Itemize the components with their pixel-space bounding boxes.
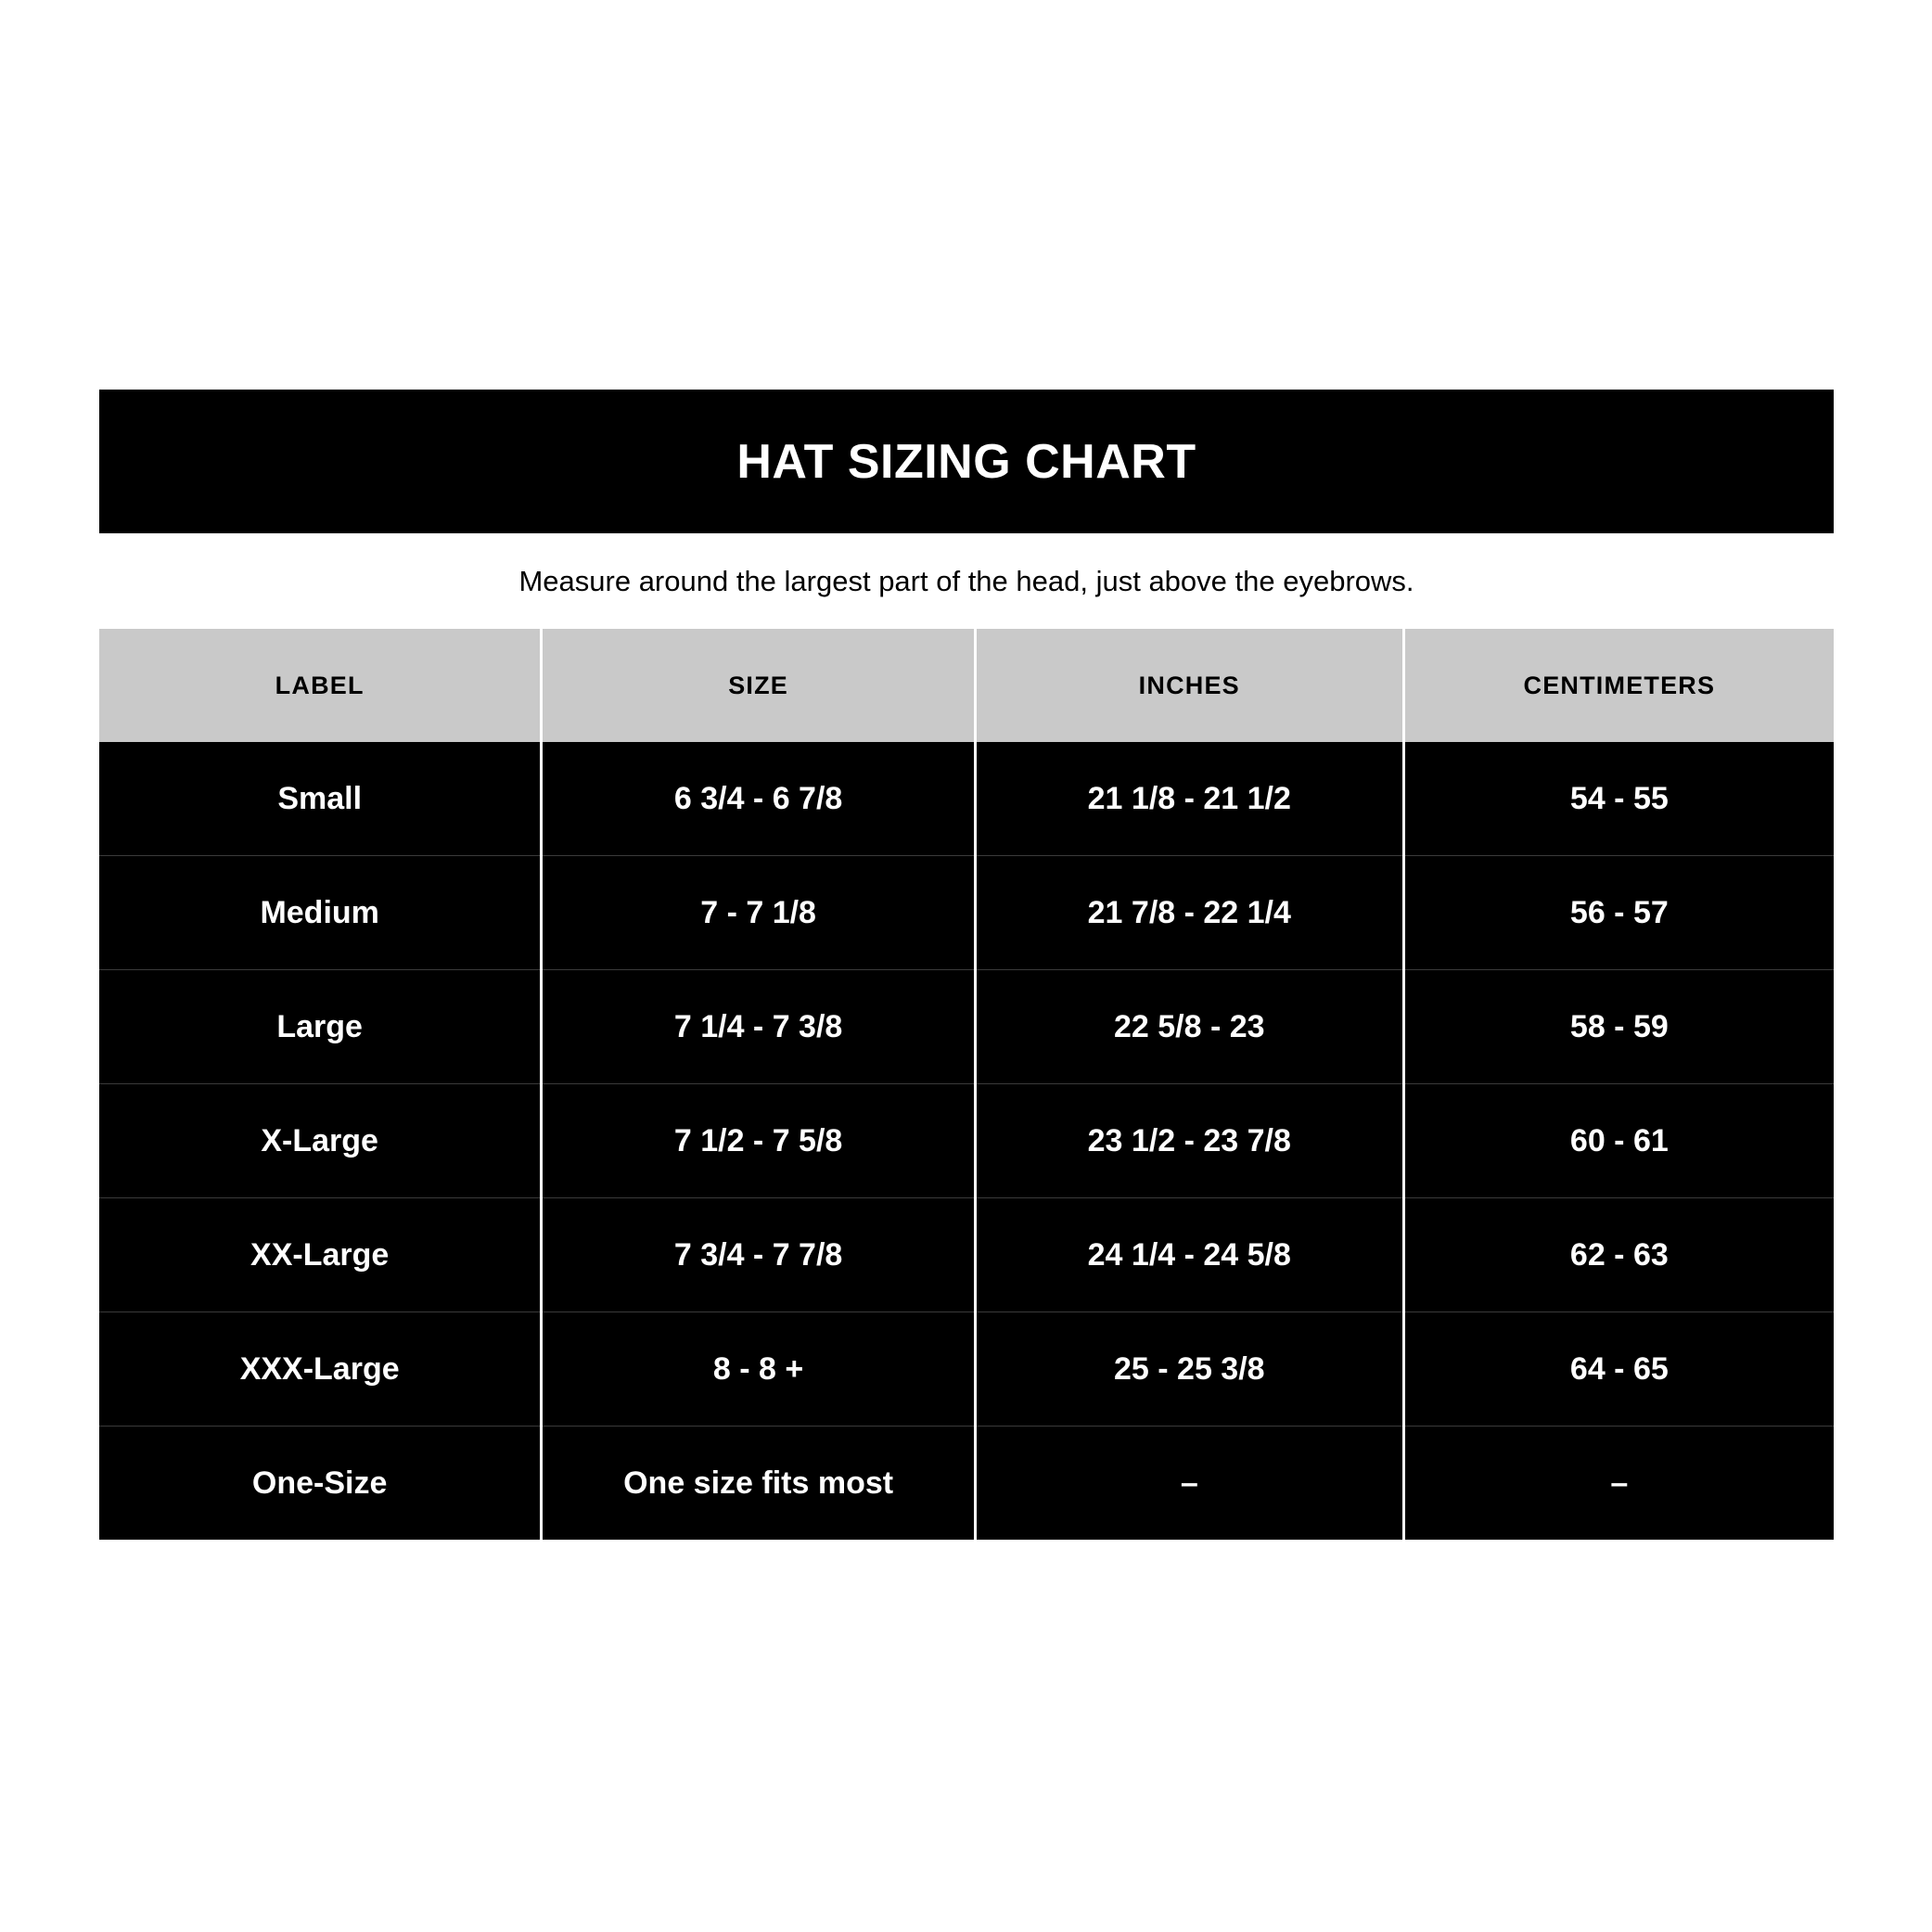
column-header-size: SIZE bbox=[542, 629, 976, 742]
table-row bbox=[99, 1312, 1834, 1427]
cell-size: 7 1/4 - 7 3/8 bbox=[542, 970, 976, 1084]
cell-centimeters: 64 - 65 bbox=[1403, 1312, 1834, 1427]
cell-size: 6 3/4 - 6 7/8 bbox=[542, 742, 976, 856]
cell-inches: 21 7/8 - 22 1/4 bbox=[975, 856, 1403, 970]
chart-title-bar bbox=[99, 390, 1834, 533]
cell-centimeters: 62 - 63 bbox=[1403, 1198, 1834, 1312]
cell-label: XX-Large bbox=[99, 1198, 542, 1312]
cell-size: 7 3/4 - 7 7/8 bbox=[542, 1198, 976, 1312]
table-row bbox=[99, 856, 1834, 970]
cell-label: Large bbox=[99, 970, 542, 1084]
cell-label: Small bbox=[99, 742, 542, 856]
cell-centimeters: 54 - 55 bbox=[1403, 742, 1834, 856]
cell-centimeters: – bbox=[1403, 1427, 1834, 1541]
cell-inches: 23 1/2 - 23 7/8 bbox=[975, 1084, 1403, 1198]
chart-subtitle: Measure around the largest part of the head, just above the eyebrows. bbox=[518, 564, 1414, 597]
cell-size: 7 - 7 1/8 bbox=[542, 856, 976, 970]
cell-centimeters: 56 - 57 bbox=[1403, 856, 1834, 970]
table-row bbox=[99, 1198, 1834, 1312]
cell-label: XXX-Large bbox=[99, 1312, 542, 1427]
cell-inches: 24 1/4 - 24 5/8 bbox=[975, 1198, 1403, 1312]
table-body bbox=[99, 742, 1834, 1540]
cell-size: 8 - 8 + bbox=[542, 1312, 976, 1427]
sizing-table bbox=[99, 629, 1834, 1540]
column-header-centimeters: CENTIMETERS bbox=[1403, 629, 1834, 742]
table-row bbox=[99, 970, 1834, 1084]
table-row bbox=[99, 1084, 1834, 1198]
page-title: HAT SIZING CHART bbox=[736, 434, 1196, 489]
hat-sizing-chart bbox=[99, 390, 1834, 1540]
cell-label: X-Large bbox=[99, 1084, 542, 1198]
cell-label: One-Size bbox=[99, 1427, 542, 1541]
table-header bbox=[99, 629, 1834, 742]
cell-size: One size fits most bbox=[542, 1427, 976, 1541]
cell-inches: 21 1/8 - 21 1/2 bbox=[975, 742, 1403, 856]
chart-subtitle-bar bbox=[99, 533, 1834, 629]
table-row bbox=[99, 742, 1834, 856]
cell-centimeters: 60 - 61 bbox=[1403, 1084, 1834, 1198]
cell-inches: 25 - 25 3/8 bbox=[975, 1312, 1403, 1427]
cell-centimeters: 58 - 59 bbox=[1403, 970, 1834, 1084]
column-header-inches: INCHES bbox=[975, 629, 1403, 742]
cell-label: Medium bbox=[99, 856, 542, 970]
table-row bbox=[99, 1427, 1834, 1541]
cell-inches: 22 5/8 - 23 bbox=[975, 970, 1403, 1084]
cell-inches: – bbox=[975, 1427, 1403, 1541]
cell-size: 7 1/2 - 7 5/8 bbox=[542, 1084, 976, 1198]
table-header-row bbox=[99, 629, 1834, 742]
column-header-label: LABEL bbox=[99, 629, 542, 742]
